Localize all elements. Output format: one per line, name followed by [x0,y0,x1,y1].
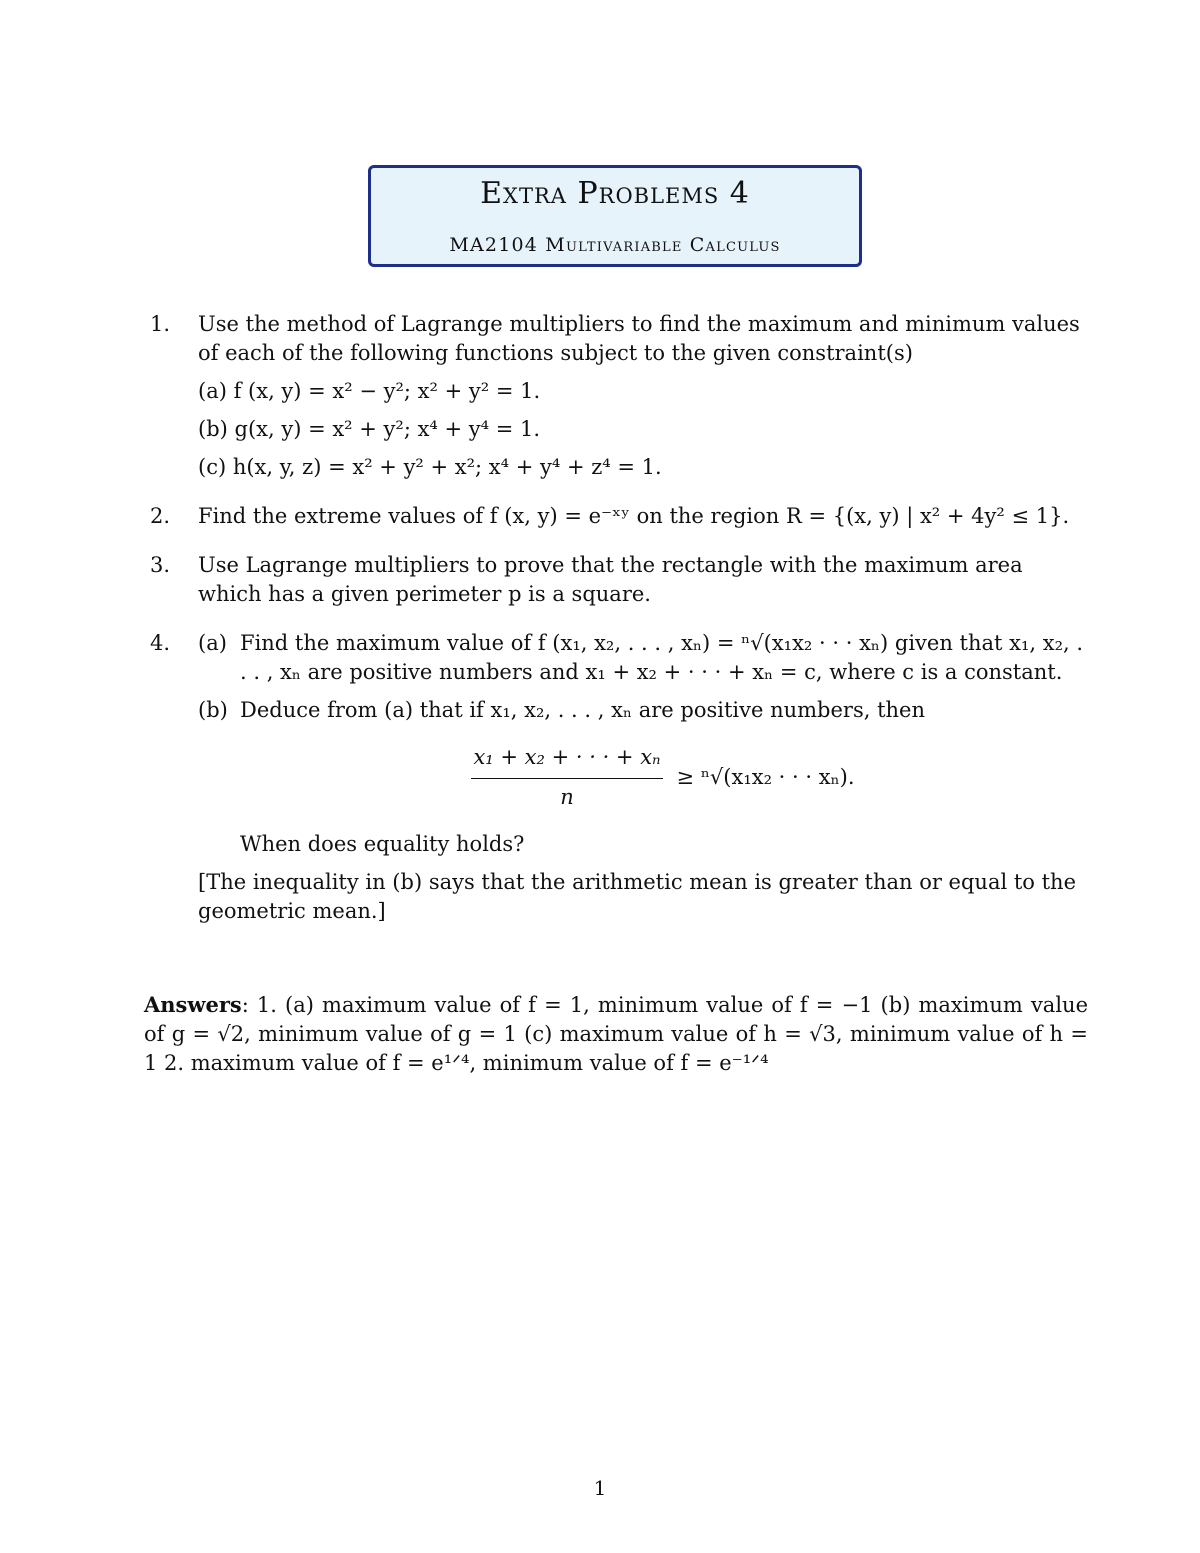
problem-number: 2. [150,504,171,528]
answers-text: : 1. (a) maximum value of f = 1, minimum value of f = −1 (b) maximum value of g = √2, minimum value of g = 1 (c) maximum value of h = √3, minimum value of h = 1 2. maximum value of f = e¹ᐟ⁴, minimum value of f = e⁻¹ᐟ⁴ [144,993,1088,1075]
mean-fraction [471,743,662,812]
part-label: (b) [198,698,228,722]
problem-part-c: (c) h(x, y, z) = x² + y² + x²; x⁴ + y⁴ + z⁴ = 1. [198,455,662,479]
inequality-display [198,743,1088,812]
problem-part-a: (a) f (x, y) = x² − y²; x² + y² = 1. [198,379,541,403]
problem-1 [144,310,1088,482]
equality-question: When does equality holds? [240,832,525,856]
problem-list [144,310,1088,926]
part-label: (a) [198,631,227,655]
page-number: 1 [593,1476,607,1500]
problem-3 [144,551,1088,609]
problem-text: Find the extreme values of f (x, y) = e⁻ˣʸ on the region R = {(x, y) | x² + 4y² ≤ 1}. [198,504,1070,528]
document-title: Extra Problems 4 [480,176,750,211]
part-text: Find the maximum value of f (x₁, x₂, . . . , xₙ) = ⁿ√(x₁x₂ · · · xₙ) given that x₁, x₂, . . . , xₙ are positive numbers and x₁ + x₂ + · · · + xₙ = c, where c is a constant. [240,631,1084,684]
problem-number: 4. [150,631,171,655]
fraction-numerator: x₁ + x₂ + · · · + xₙ [471,743,662,779]
answers-label: Answers [144,992,242,1017]
problem-text: Use Lagrange multipliers to prove that the rectangle with the maximum area which has a given perimeter p is a square. [198,553,1023,606]
problem-4 [144,629,1088,926]
fraction-denominator: n [560,785,574,809]
problem-text: Use the method of Lagrange multipliers to find the maximum and minimum values of each of the following functions subject to the given constraint(s) [198,312,1080,365]
problem-2 [144,502,1088,531]
problem-part-b [198,696,1088,725]
problem-number: 1. [150,312,171,336]
problem-part-a [198,629,1088,687]
mean-note: [The inequality in (b) says that the arithmetic mean is greater than or equal to the geometric mean.] [198,870,1077,923]
problem-part-b: (b) g(x, y) = x² + y²; x⁴ + y⁴ = 1. [198,417,541,441]
answers-section [144,990,1088,1078]
part-text: Deduce from (a) that if x₁, x₂, . . . , xₙ are positive numbers, then [240,698,925,722]
course-subtitle: MA2104 Multivariable Calculus [449,234,781,256]
problem-number: 3. [150,553,171,577]
inequality-rhs: ≥ ⁿ√(x₁x₂ · · · xₙ). [676,765,855,789]
title-box [368,165,862,267]
